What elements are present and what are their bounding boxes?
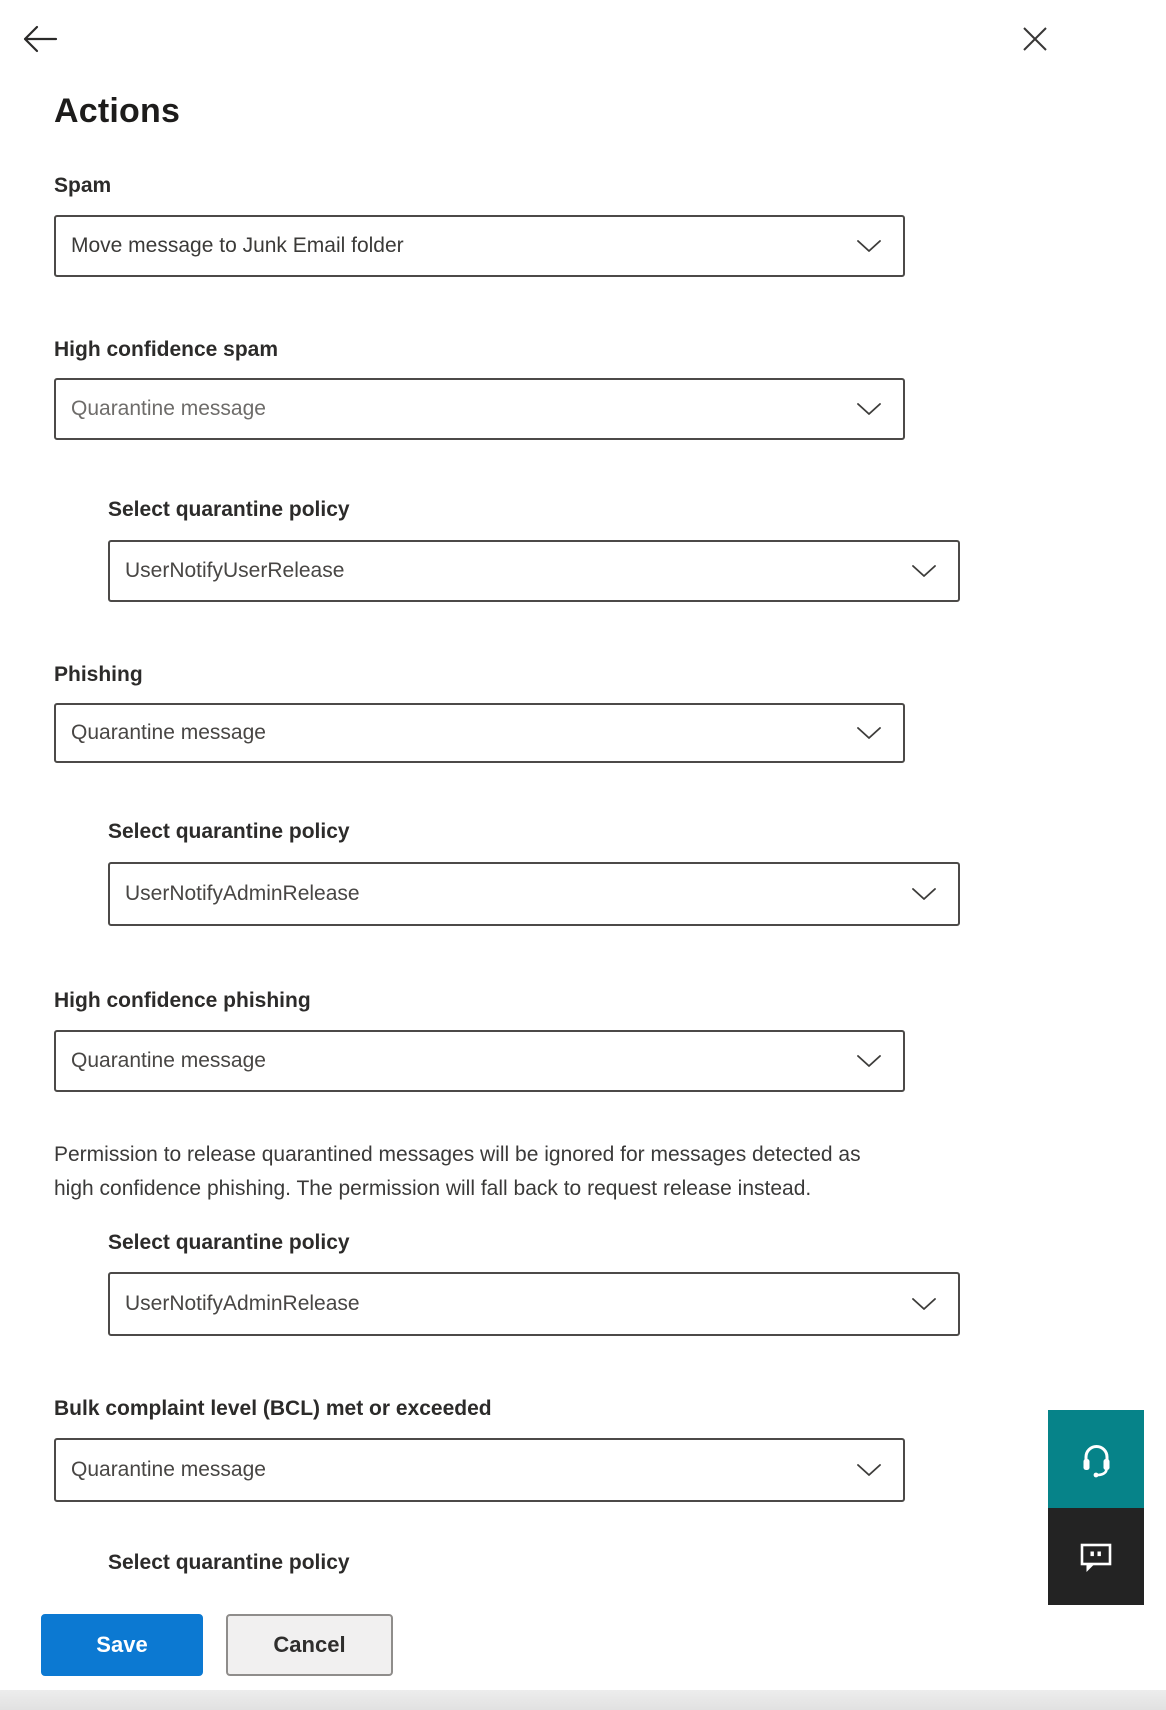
spam-action-dropdown[interactable] bbox=[54, 215, 905, 277]
chevron-down-icon bbox=[857, 1055, 881, 1068]
phishing-value: Quarantine message bbox=[71, 721, 266, 744]
quarantine-policy-value-2: UserNotifyAdminRelease bbox=[125, 882, 360, 905]
high-confidence-spam-value: Quarantine message bbox=[71, 397, 266, 420]
feedback-button[interactable] bbox=[1048, 1508, 1144, 1605]
support-button[interactable] bbox=[1048, 1410, 1144, 1508]
chat-bubble-icon bbox=[1075, 1536, 1117, 1578]
quarantine-policy-label-1: Select quarantine policy bbox=[108, 498, 350, 521]
quarantine-policy-dropdown-2[interactable] bbox=[108, 862, 960, 926]
chevron-down-icon bbox=[857, 727, 881, 740]
quarantine-policy-value-3: UserNotifyAdminRelease bbox=[125, 1292, 360, 1315]
page-title: Actions bbox=[54, 92, 181, 130]
cancel-button[interactable]: Cancel bbox=[226, 1614, 393, 1676]
spam-action-value: Move message to Junk Email folder bbox=[71, 234, 404, 257]
quarantine-policy-value-1: UserNotifyUserRelease bbox=[125, 559, 345, 582]
quarantine-policy-label-4: Select quarantine policy bbox=[108, 1551, 350, 1574]
high-confidence-phishing-label: High confidence phishing bbox=[54, 989, 311, 1012]
footer-bar bbox=[0, 1578, 1166, 1690]
save-button[interactable]: Save bbox=[41, 1614, 203, 1676]
quarantine-policy-dropdown-1[interactable] bbox=[108, 540, 960, 602]
note-line-2: high confidence phishing. The permission will fall back to request release instead. bbox=[54, 1177, 812, 1200]
high-confidence-spam-dropdown[interactable] bbox=[54, 378, 905, 440]
high-confidence-phishing-dropdown[interactable] bbox=[54, 1030, 905, 1092]
headset-icon bbox=[1075, 1438, 1117, 1480]
high-confidence-spam-label: High confidence spam bbox=[54, 338, 279, 361]
close-button[interactable] bbox=[1020, 24, 1050, 54]
note-line-1: Permission to release quarantined messages will be ignored for messages detected as bbox=[54, 1143, 861, 1166]
high-confidence-phishing-note bbox=[54, 1138, 1054, 1206]
close-icon bbox=[1020, 42, 1050, 57]
back-button[interactable] bbox=[22, 24, 58, 54]
phishing-label: Phishing bbox=[54, 663, 143, 686]
quarantine-policy-label-2: Select quarantine policy bbox=[108, 820, 350, 843]
bcl-value: Quarantine message bbox=[71, 1458, 266, 1481]
chevron-down-icon bbox=[857, 1464, 881, 1477]
phishing-dropdown[interactable] bbox=[54, 703, 905, 763]
chevron-down-icon bbox=[857, 240, 881, 253]
quarantine-policy-dropdown-3[interactable] bbox=[108, 1272, 960, 1336]
arrow-left-icon bbox=[22, 42, 58, 57]
bcl-label: Bulk complaint level (BCL) met or exceeded bbox=[54, 1397, 492, 1420]
high-confidence-phishing-value: Quarantine message bbox=[71, 1049, 266, 1072]
quarantine-policy-label-3: Select quarantine policy bbox=[108, 1231, 350, 1254]
bcl-dropdown[interactable] bbox=[54, 1438, 905, 1502]
chevron-down-icon bbox=[912, 565, 936, 578]
chevron-down-icon bbox=[857, 403, 881, 416]
chevron-down-icon bbox=[912, 1298, 936, 1311]
spam-label: Spam bbox=[54, 174, 112, 197]
bottom-edge-strip bbox=[0, 1690, 1166, 1710]
chevron-down-icon bbox=[912, 888, 936, 901]
